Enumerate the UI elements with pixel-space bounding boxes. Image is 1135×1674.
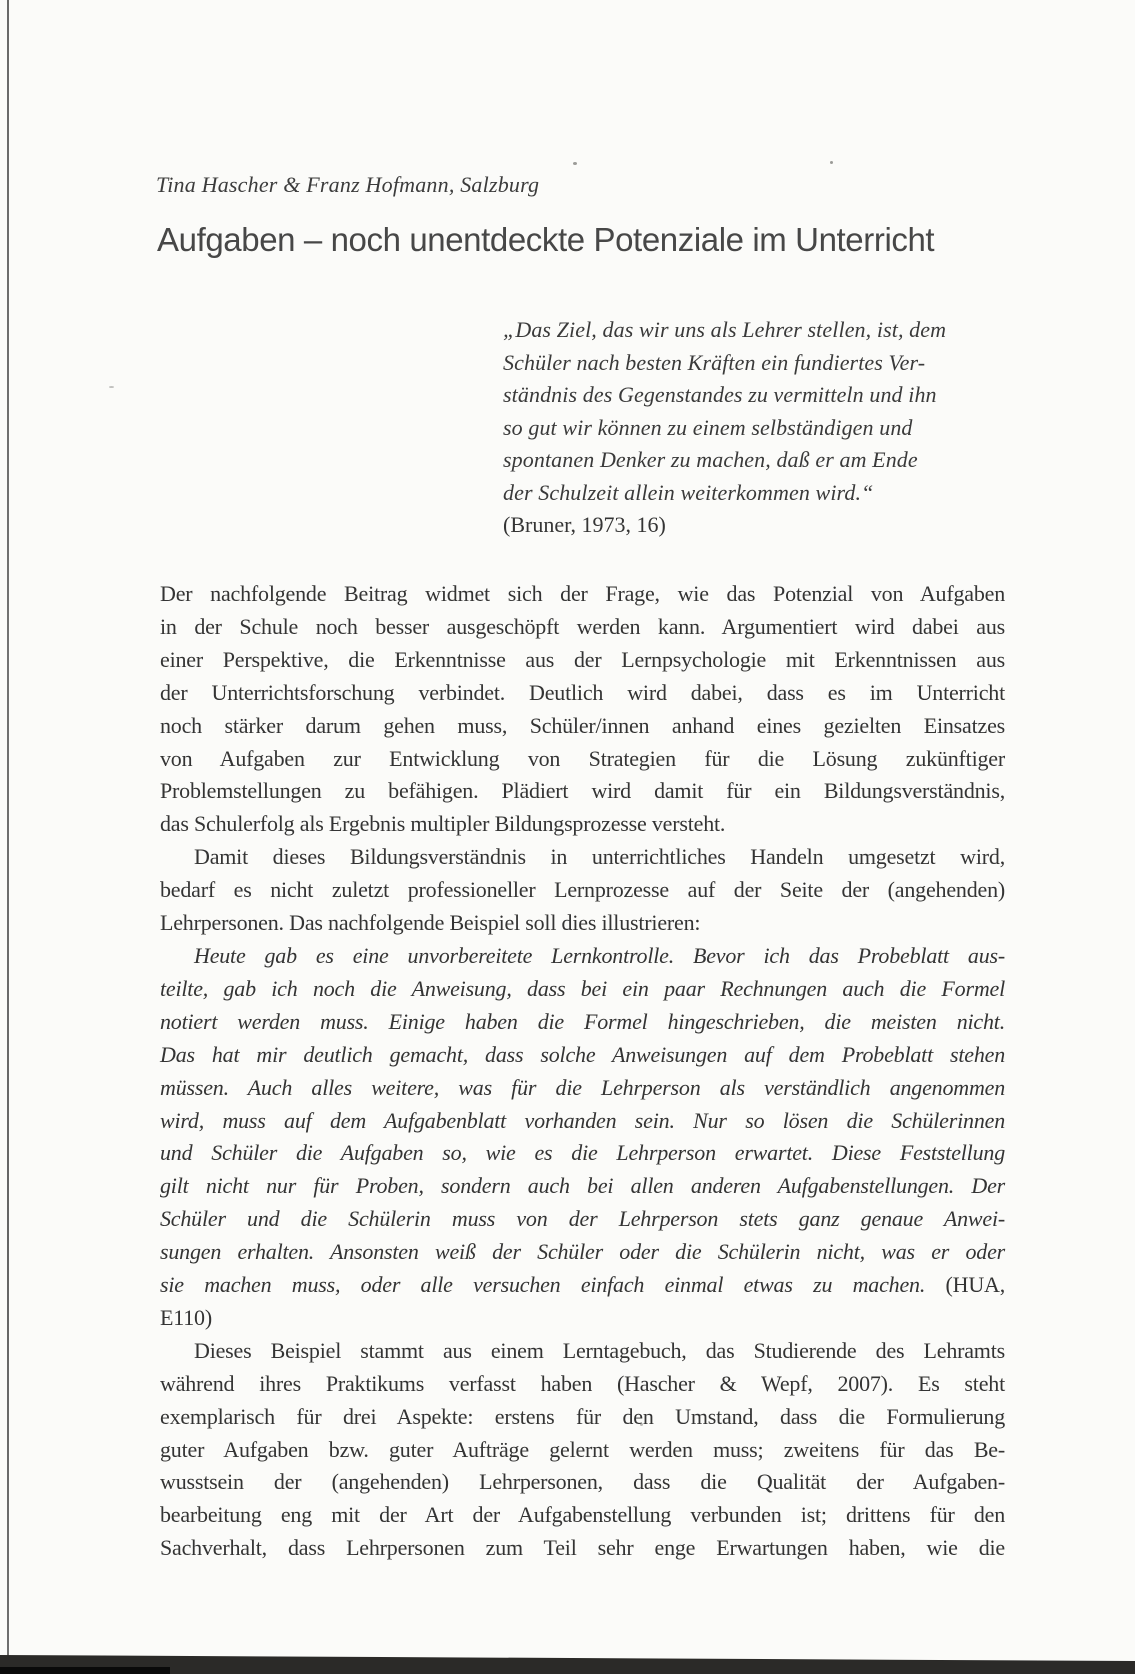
body-line: wird, muss auf dem Aufgabenblatt vorhanden sein. Nur so lösen die Schülerinnen: [160, 1107, 1005, 1133]
quote-line: Schüler nach besten Kräften ein fundiertes Ver-: [503, 349, 926, 375]
body-line: und Schüler die Aufgaben so, wie es die Lehrperson erwartet. Diese Feststellung: [160, 1140, 1005, 1166]
body-line: Damit dieses Bildungsverständnis in unterrichtliches Handeln umgesetzt wird,: [194, 844, 1005, 870]
body-line: von Aufgaben zur Entwicklung von Strategien für die Lösung zukünftiger: [160, 745, 1005, 771]
body-line: bearbeitung eng mit der Art der Aufgabenstellung verbunden ist; drittens für den: [160, 1502, 1005, 1528]
quote-lines: [503, 314, 1023, 509]
scan-speck: [573, 162, 577, 165]
body-line: einer Perspektive, die Erkenntnisse aus der Lernpsychologie mit Erkenntnissen aus: [160, 646, 1005, 672]
body-line: während ihres Praktikums verfasst haben (Hascher & Wepf, 2007). Es steht: [160, 1370, 1005, 1396]
quote-line: „Das Ziel, das wir uns als Lehrer stellen, ist, dem: [503, 317, 947, 342]
roman-segment: E110): [160, 1304, 212, 1330]
body-line: [160, 1269, 1005, 1302]
body-line: guter Aufgaben bzw. guter Aufträge gelernt werden muss; zweitens für das Be-: [160, 1436, 1005, 1462]
scan-speck: [830, 161, 833, 164]
body-line: Sachverhalt, dass Lehrpersonen zum Teil sehr enge Erwartungen haben, wie die: [160, 1535, 1005, 1561]
author-line: Tina Hascher & Franz Hofmann, Salzburg: [156, 172, 540, 197]
roman-segment: (HUA,: [945, 1272, 1005, 1298]
body-line: Lehrpersonen. Das nachfolgende Beispiel soll dies illustrieren:: [160, 910, 701, 936]
quote-line: ständnis des Gegenstandes zu vermitteln und ihn: [503, 382, 937, 407]
body-text: [160, 578, 1005, 1565]
quote-line: der Schulzeit allein weiterkommen wird.“: [503, 479, 874, 505]
body-line: der Unterrichtsforschung verbindet. Deutlich wird dabei, dass es im Unterricht: [160, 679, 1005, 705]
body-line: notiert werden muss. Einige haben die Formel hingeschrieben, die meisten nicht.: [160, 1008, 1005, 1034]
page-title: Aufgaben – noch unentdeckte Potenziale im Unterricht: [157, 221, 935, 258]
bottom-scan-strip: [0, 1667, 170, 1674]
body-line: Problemstellungen zu befähigen. Plädiert wird damit für ein Bildungsverständnis,: [160, 778, 1005, 804]
body-line: müssen. Auch alles weitere, was für die Lehrperson als verständlich angenommen: [160, 1074, 1005, 1100]
quote-block: [503, 314, 1023, 542]
quote-line: spontanen Denker zu machen, daß er am Ende: [503, 447, 918, 472]
body-line: teilte, gab ich noch die Anweisung, dass bei ein paar Rechnungen auch die Formel: [160, 975, 1005, 1001]
body-line: wusstsein der (angehenden) Lehrpersonen, dass die Qualität der Aufgaben-: [160, 1469, 1005, 1495]
body-line: in der Schule noch besser ausgeschöpft werden kann. Argumentiert wird dabei aus: [160, 613, 1005, 639]
body-line: Heute gab es eine unvorbereitete Lernkontrolle. Bevor ich das Probeblatt aus-: [194, 942, 1005, 968]
bottom-scan-bar: [0, 1650, 1135, 1674]
scan-edge-line: [7, 0, 9, 1656]
italic-segment: sie machen muss, oder alle versuchen einfach einmal etwas zu machen.: [160, 1272, 946, 1298]
body-line: [160, 1302, 1005, 1335]
body-line: Dieses Beispiel stammt aus einem Lerntagebuch, das Studierende des Lehramts: [194, 1337, 1005, 1363]
body-line: bedarf es nicht zuletzt professioneller Lernprozesse auf der Seite der (angehenden): [160, 877, 1005, 903]
body-line: Der nachfolgende Beitrag widmet sich der Frage, wie das Potenzial von Aufgaben: [160, 581, 1005, 606]
scan-speck: [109, 386, 114, 388]
quote-citation: (Bruner, 1973, 16): [503, 512, 666, 537]
body-line: noch stärker darum gehen muss, Schüler/innen anhand eines gezielten Einsatzes: [160, 712, 1005, 738]
body-line: sungen erhalten. Ansonsten weiß der Schüler oder die Schülerin nicht, was er oder: [160, 1239, 1005, 1265]
body-line: Das hat mir deutlich gemacht, dass solche Anweisungen auf dem Probeblatt stehen: [160, 1041, 1005, 1067]
body-line: gilt nicht nur für Proben, sondern auch bei allen anderen Aufgabenstellungen. Der: [160, 1173, 1005, 1199]
body-line: das Schulerfolg als Ergebnis multipler Bildungsprozesse versteht.: [160, 811, 726, 837]
quote-line: so gut wir können zu einem selbständigen und: [503, 414, 913, 440]
body-line: Schüler und die Schülerin muss von der Lehrperson stets ganz genaue Anwei-: [160, 1206, 1005, 1232]
body-line: exemplarisch für drei Aspekte: erstens für den Umstand, dass die Formulierung: [160, 1403, 1005, 1429]
